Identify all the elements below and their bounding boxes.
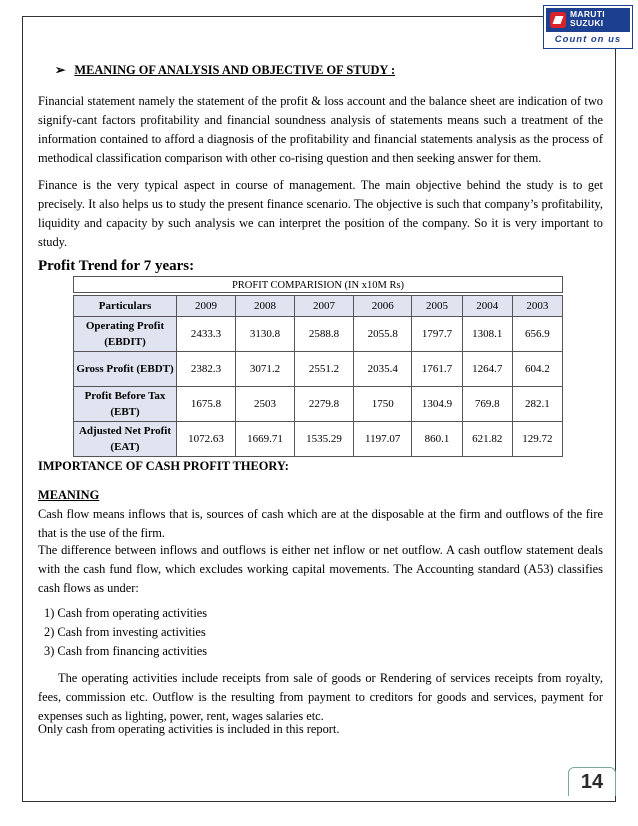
table-cell: 621.82: [462, 422, 512, 457]
table-cell: 656.9: [512, 317, 562, 352]
table-cell: 2279.8: [295, 387, 354, 422]
table-cell: 1308.1: [462, 317, 512, 352]
list-item: 3) Cash from financing activities: [44, 644, 208, 658]
table-row: [74, 352, 563, 387]
table-cell: 604.2: [512, 352, 562, 387]
table-cell: 1304.9: [412, 387, 462, 422]
logo-brand-line2: SUZUKI: [570, 18, 604, 28]
row-label: Operating Profit (EBDIT): [74, 317, 177, 352]
row-label: Adjusted Net Profit (EAT): [74, 422, 177, 457]
operating-activities-paragraph: The operating activities include receipts from sale of goods or Rendering of services receipts from royalty, fees, commission etc. Outflow is the resulting from payment to creditors for goods and services, payment for expenses such as lighting, power, rent, wages salaries etc.: [38, 671, 603, 723]
table-row: [74, 317, 563, 352]
report-scope-paragraph: Only cash from operating activities is included in this report.: [38, 722, 340, 736]
meaning-paragraph-2: The difference between inflows and outflows is either net inflow or net outflow. A cash outflow statement deals with the cash fund flow, which excludes working capital movements. The Accounting standard (A53) classifies cash flows as under:: [38, 543, 603, 595]
table-header-cell: Particulars: [74, 296, 177, 317]
table-cell: 1197.07: [354, 422, 412, 457]
logo-tagline: Count on us: [554, 34, 622, 45]
table-header-cell: 2007: [295, 296, 354, 317]
table-cell: 1264.7: [462, 352, 512, 387]
table-cell: 3130.8: [236, 317, 295, 352]
table-header-row: [74, 296, 563, 317]
maruti-suzuki-logo: [543, 5, 633, 49]
table-cell: 2382.3: [177, 352, 236, 387]
objective-paragraph-2: Finance is the very typical aspect in course of management. The main objective behind the study is to get precisely. It also helps us to study the present finance scenario. The objective is such that company’s profitability, liquidity and capacity by such analysis we can interpret the position of the company. So it is very important to study.: [38, 178, 603, 249]
table-cell: 282.1: [512, 387, 562, 422]
table-cell: 1675.8: [177, 387, 236, 422]
table-cell: 1797.7: [412, 317, 462, 352]
objective-heading: [55, 62, 395, 78]
table-cell: 1761.7: [412, 352, 462, 387]
table-cell: 1750: [354, 387, 412, 422]
table-row: [74, 387, 563, 422]
table-cell: 769.8: [462, 387, 512, 422]
table-cell: 2433.3: [177, 317, 236, 352]
table-cell: 2503: [236, 387, 295, 422]
row-label: Gross Profit (EBDT): [74, 352, 177, 387]
table-header-cell: 2006: [354, 296, 412, 317]
table-cell: 129.72: [512, 422, 562, 457]
table-cell: 3071.2: [236, 352, 295, 387]
list-item: 2) Cash from investing activities: [44, 625, 206, 639]
table-cell: 2055.8: [354, 317, 412, 352]
table-header-cell: 2008: [236, 296, 295, 317]
logo-banner: [546, 8, 630, 32]
objective-heading-text: MEANING OF ANALYSIS AND OBJECTIVE OF STUDY :: [74, 63, 396, 77]
meaning-paragraph-1: Cash flow means inflows that is, sources of cash which are at the disposable at the firm and outflows of the fire that is the use of the firm.: [38, 507, 603, 540]
table-header-cell: 2003: [512, 296, 562, 317]
table-header-cell: 2004: [462, 296, 512, 317]
page-number: 14: [568, 767, 616, 796]
table-cell: 2588.8: [295, 317, 354, 352]
table-cell: 860.1: [412, 422, 462, 457]
table-cell: 1535.29: [295, 422, 354, 457]
table-cell: 2551.2: [295, 352, 354, 387]
objective-paragraph-1: Financial statement namely the statement of the profit & loss account and the balance sheet are indication of two signify-cant factors profitability and financial soundness analysis of statements means such a treatment of the information contained to afford a diagnosis of the profitability and financial statements analysis as the process of methodical classification comparison with other co-rising question and then seeking answer for them.: [38, 94, 603, 165]
profit-table-caption: PROFIT COMPARISION (IN x10M Rs): [73, 276, 563, 293]
meaning-subheading: MEANING: [38, 488, 100, 502]
logo-brand: [570, 10, 626, 28]
row-label: Profit Before Tax (EBT): [74, 387, 177, 422]
arrow-bullet-icon: ➢: [55, 63, 66, 77]
table-cell: 1072.63: [177, 422, 236, 457]
table-header-cell: 2005: [412, 296, 462, 317]
list-item: 1) Cash from operating activities: [44, 606, 208, 620]
cash-profit-heading: IMPORTANCE OF CASH PROFIT THEORY:: [38, 459, 289, 473]
profit-table: [73, 295, 563, 457]
profit-trend-heading: Profit Trend for 7 years:: [38, 258, 195, 274]
table-cell: 2035.4: [354, 352, 412, 387]
logo-brand-line1: MARUTI: [570, 9, 605, 19]
cash-flow-list: [44, 604, 207, 661]
table-row: [74, 422, 563, 457]
suzuki-s-icon: [550, 12, 566, 28]
table-header-cell: 2009: [177, 296, 236, 317]
table-cell: 1669.71: [236, 422, 295, 457]
